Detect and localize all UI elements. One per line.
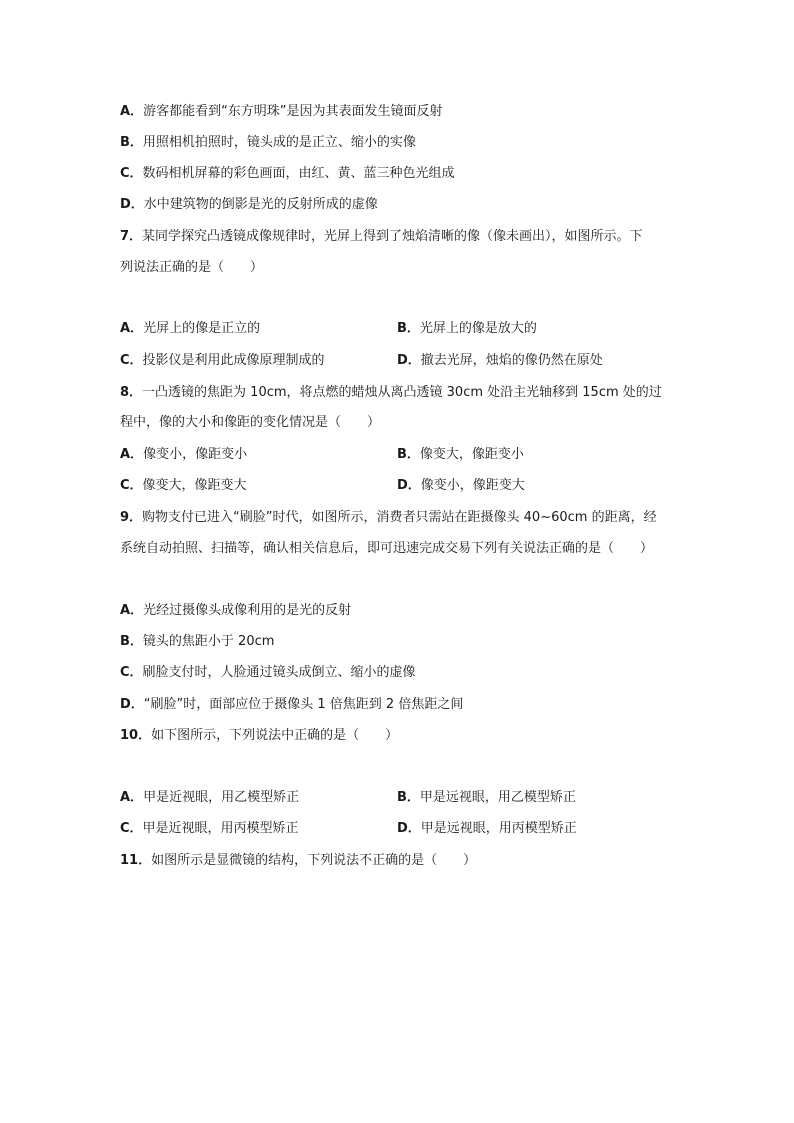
option-text: 刷脸支付时，人脸通过镜头成倒立、缩小的虚像 xyxy=(142,665,416,680)
q6-option-d xyxy=(120,195,378,215)
q7-option-b xyxy=(397,319,537,339)
option-label: C． xyxy=(120,821,143,836)
option-text: 像变小，像距变小 xyxy=(143,447,248,462)
question-stem: 系统自动拍照、扫描等，确认相关信息后，即可迅速完成交易下列有关说法正确的是（ ） xyxy=(120,541,654,556)
option-label: B． xyxy=(397,790,420,805)
option-text: 甲是远视眼，用乙模型矫正 xyxy=(419,790,576,805)
q8-option-c xyxy=(120,476,247,496)
option-label: D． xyxy=(397,353,421,368)
question-number: 7． xyxy=(120,229,143,244)
option-text: 镜头的焦距小于 20cm xyxy=(142,634,275,649)
option-label: B． xyxy=(120,135,143,150)
option-text: 甲是远视眼，用丙模型矫正 xyxy=(420,821,577,836)
question-stem: 一凸透镜的焦距为 10cm，将点燃的蜡烛从离凸透镜 30cm 处沿主光轴移到 15cm 处的过 xyxy=(142,385,662,400)
option-label: B． xyxy=(397,321,420,336)
option-label: D． xyxy=(397,478,421,493)
option-text: 像变小，像距变大 xyxy=(420,478,525,493)
question-number: 10． xyxy=(120,728,152,743)
question-number: 8． xyxy=(120,385,143,400)
q10-option-d xyxy=(397,819,577,839)
question-stem: 列说法正确的是（ ） xyxy=(120,260,264,275)
option-text: 光经过摄像头成像利用的是光的反射 xyxy=(143,603,352,618)
option-label: A． xyxy=(120,447,144,462)
question-stem: 某同学探究凸透镜成像规律时，光屏上得到了烛焰清晰的像（像未画出），如图所示。下 xyxy=(142,229,643,244)
option-text: 水中建筑物的倒影是光的反射所成的虚像 xyxy=(143,197,378,212)
q7-option-a xyxy=(120,319,260,339)
option-label: A． xyxy=(120,790,144,805)
q10-option-c xyxy=(120,819,299,839)
q7-option-d xyxy=(397,351,603,371)
question-stem: 如下图所示，下列说法中正确的是（ ） xyxy=(151,728,399,743)
option-text: 撤去光屏，烛焰的像仍然在原处 xyxy=(420,353,603,368)
q8-stem-line2 xyxy=(120,413,380,433)
q11-stem-line1 xyxy=(120,851,476,871)
option-label: B． xyxy=(120,634,143,649)
option-text: 投影仪是利用此成像原理制成的 xyxy=(142,353,325,368)
q7-stem-line2 xyxy=(120,258,263,278)
option-label: D． xyxy=(120,697,144,712)
q6-option-c xyxy=(120,164,455,184)
q6-option-b xyxy=(120,133,416,153)
q9-option-d xyxy=(120,695,463,715)
option-text: “刷脸”时，面部应位于摄像头 1 倍焦距到 2 倍焦距之间 xyxy=(143,697,464,712)
q9-stem-line1 xyxy=(120,508,657,528)
option-text: 光屏上的像是放大的 xyxy=(419,321,537,336)
option-label: C． xyxy=(120,478,143,493)
option-label: A． xyxy=(120,321,144,336)
q9-option-a xyxy=(120,601,351,621)
option-label: A． xyxy=(120,104,144,119)
q9-option-b xyxy=(120,632,274,652)
q9-stem-line2 xyxy=(120,539,653,559)
q10-option-b xyxy=(397,788,576,808)
q7-stem-line1 xyxy=(120,227,643,247)
option-label: A． xyxy=(120,603,144,618)
q8-option-a xyxy=(120,445,247,465)
option-text: 游客都能看到“东方明珠”是因为其表面发生镜面反射 xyxy=(143,104,443,119)
question-number: 11． xyxy=(120,853,152,868)
option-label: C． xyxy=(120,353,143,368)
option-label: C． xyxy=(120,665,143,680)
q8-option-d xyxy=(397,476,525,496)
question-stem: 购物支付已进入“刷脸”时代，如图所示，消费者只需站在距摄像头 40~60cm 的距离，经 xyxy=(142,510,657,525)
option-text: 数码相机屏幕的彩色画面，由红、黄、蓝三种色光组成 xyxy=(142,166,455,181)
question-stem: 程中，像的大小和像距的变化情况是（ ） xyxy=(120,415,381,430)
q9-option-c xyxy=(120,663,416,683)
q8-stem-line1 xyxy=(120,383,662,403)
option-text: 甲是近视眼，用乙模型矫正 xyxy=(143,790,300,805)
q6-option-a xyxy=(120,102,443,122)
option-text: 光屏上的像是正立的 xyxy=(143,321,261,336)
option-label: C． xyxy=(120,166,143,181)
question-number: 9． xyxy=(120,510,143,525)
question-stem: 如图所示是显微镜的结构，下列说法不正确的是（ ） xyxy=(151,853,477,868)
q10-option-a xyxy=(120,788,299,808)
option-text: 甲是近视眼，用丙模型矫正 xyxy=(142,821,299,836)
q7-option-c xyxy=(120,351,325,371)
q10-stem-line1 xyxy=(120,726,398,746)
option-text: 像变大，像距变大 xyxy=(142,478,247,493)
q8-option-b xyxy=(397,445,524,465)
option-label: B． xyxy=(397,447,420,462)
option-label: D． xyxy=(397,821,421,836)
option-label: D． xyxy=(120,197,144,212)
option-text: 用照相机拍照时，镜头成的是正立、缩小的实像 xyxy=(142,135,416,150)
option-text: 像变大，像距变小 xyxy=(419,447,524,462)
